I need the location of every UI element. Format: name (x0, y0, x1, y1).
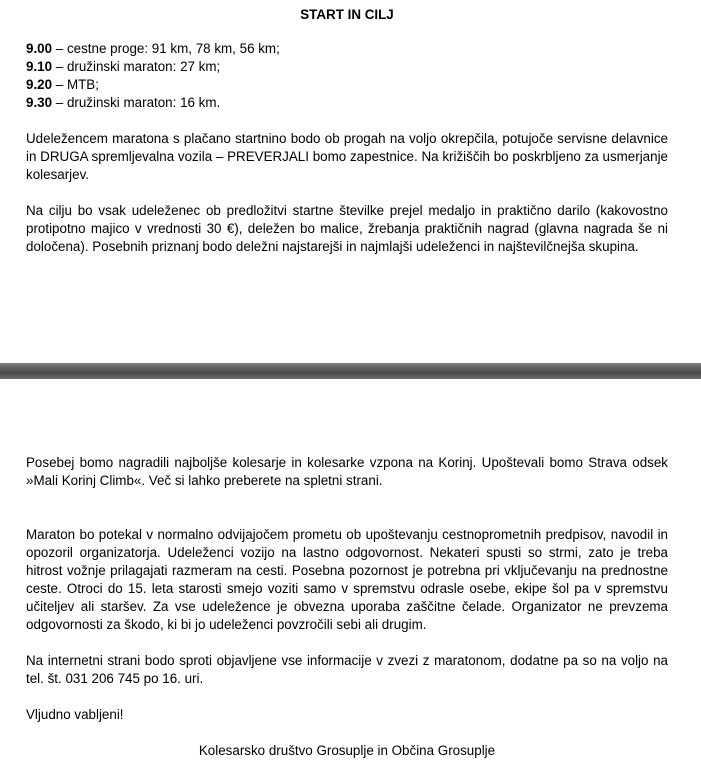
schedule-text: – družinski maraton: 16 km. (52, 95, 221, 110)
schedule-time: 9.10 (26, 59, 53, 74)
page-separator (0, 363, 701, 379)
paragraph-refreshments: Udeležencem maratona s plačano startnino bodo ob progah na voljo okrepčila, potujoče servisne delavnice in DRUGA spremljevalna vozila – PREVERJALI bomo zapestnice. Na križiščih bo poskrbljeno za usmerjanje kolesarjev. (26, 131, 668, 182)
schedule-time: 9.20 (26, 77, 53, 92)
schedule-line (26, 58, 668, 76)
schedule-text: – družinski maraton: 27 km; (52, 59, 221, 74)
paragraph-finish: Na cilju bo vsak udeleženec ob predložitvi startne številke prejel medaljo in praktično darilo (kakovostno protipotno majico v vrednosti 30 €), deležen bo malice, žrebanja praktičnih nagrad (glavna nagrada še ni določena). Posebnih priznanj bodo deležni najstarejši in najmlajši udeleženci in najštevilčnejša skupina. (26, 203, 668, 254)
document-page-2 (26, 446, 668, 760)
paragraph-contact-info: Na internetni strani bodo sproti objavljene vse informacije v zvezi z maratonom, dodatne pa so na voljo na tel. št. 031 206 745 po 16. uri. (26, 653, 668, 686)
schedule-time: 9.30 (26, 95, 53, 110)
schedule-time: 9.00 (26, 41, 53, 56)
paragraph-korinj-climb: Posebej bomo nagradili najboljše kolesarje in kolesarke vzpona na Korinj. Upoštevali bomo Strava odsek »Mali Korinj Climb«. Več si lahko preberete na spletni strani. (26, 455, 668, 488)
closing-line: Vljudno vabljeni! (26, 707, 124, 722)
schedule-line (26, 94, 668, 112)
schedule-line (26, 76, 668, 94)
paragraph-traffic-rules: Maraton bo potekal v normalno odvijajočem prometu ob upoštevanju cestnoprometnih predpisov, navodil in opozoril organizatorja. Udeleženci vozijo na lastno odgovornost. Nekateri spusti so strmi, zato je treba hitrost vožnje prilagajati razmeram na cesti. Posebna pozornost je potrebna pri vključevanju na prednostne ceste. Otroci do 15. leta starosti smejo voziti samo v spremstvu odrasle osebe, ekipe šol pa v spremstvu učiteljev ali staršev. Za vse udeležence je obvezna uporaba zaščitne čelade. Organizator ne prevzema odgovornosti za škodo, ki bi jo udeleženci povzročili sebi ali drugim. (26, 527, 668, 632)
schedule-line (26, 40, 668, 58)
document-page-1 (26, 0, 668, 256)
schedule-text: – MTB; (52, 77, 99, 92)
schedule-text: – cestne proge: 91 km, 78 km, 56 km; (52, 41, 280, 56)
section-title: START IN CILJ (300, 7, 394, 22)
signature-line: Kolesarsko društvo Grosuplje in Občina Grosuplje (198, 743, 496, 758)
start-schedule (26, 40, 668, 112)
